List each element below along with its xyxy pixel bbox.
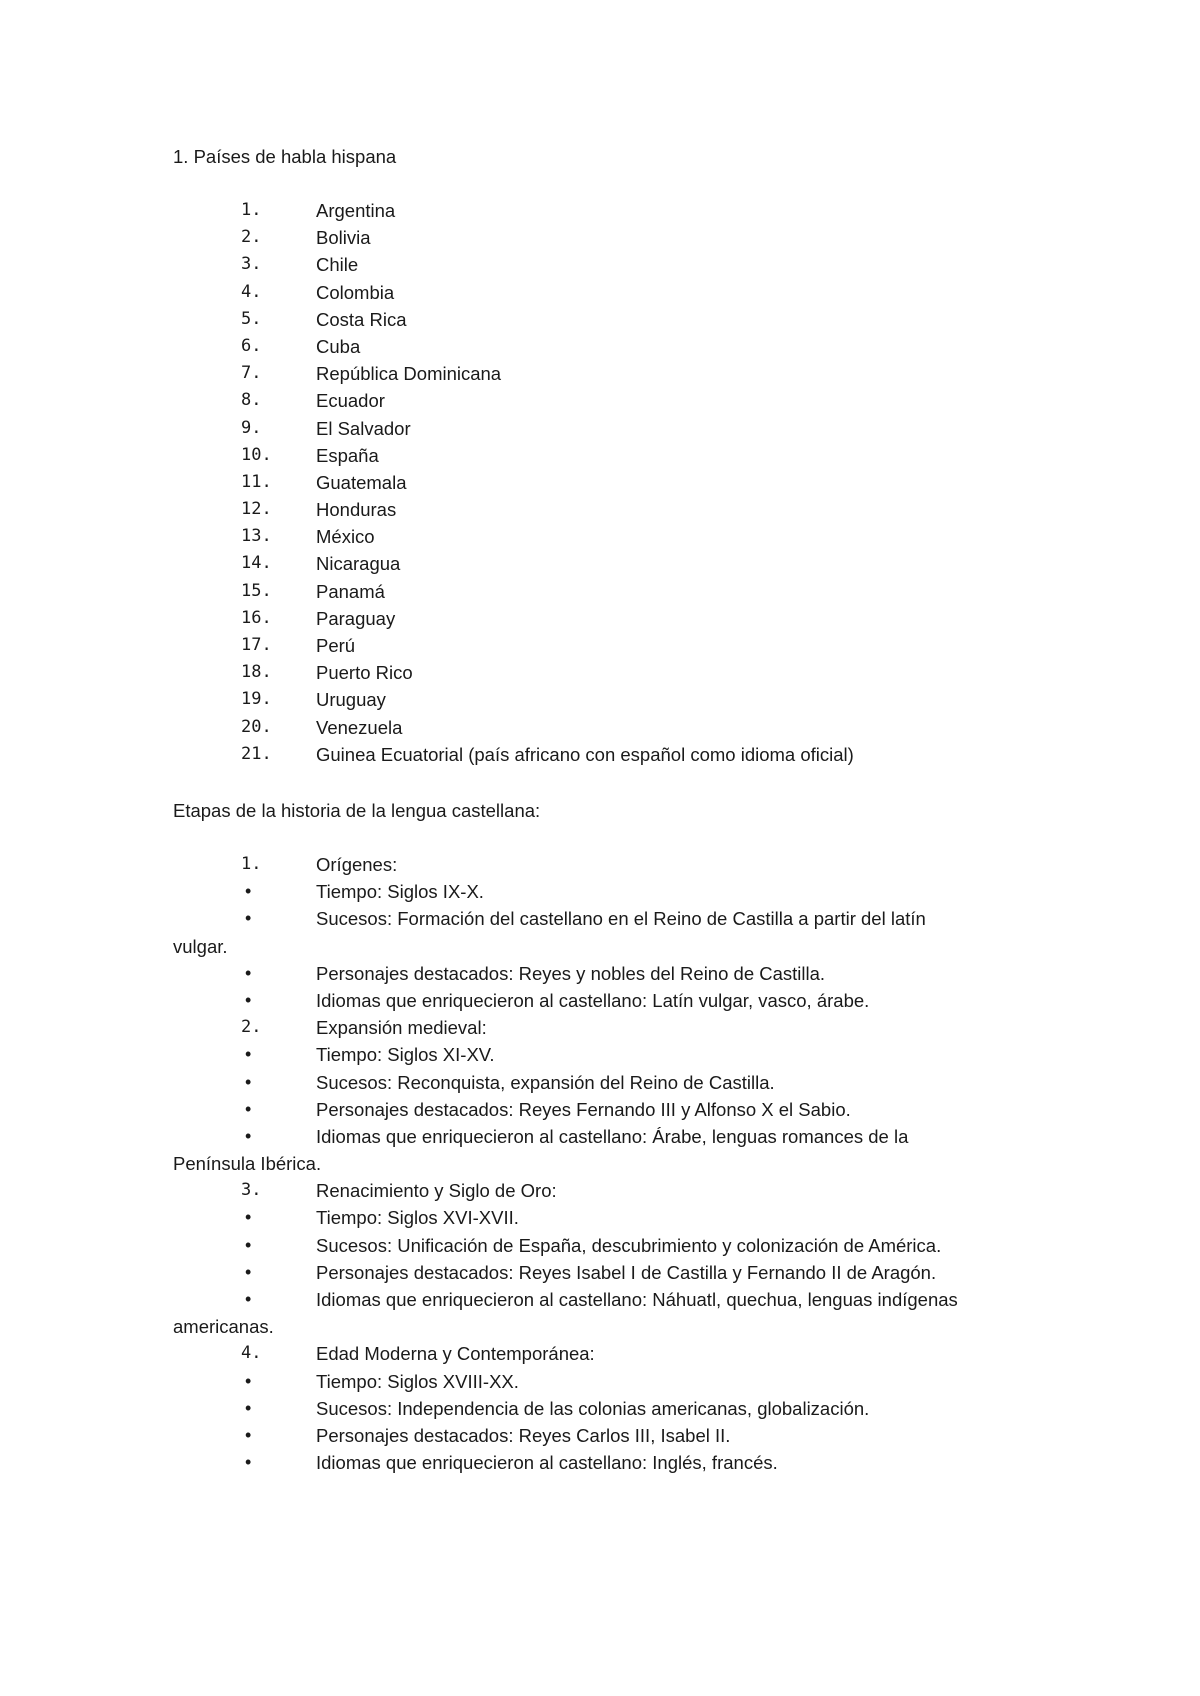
country-list-item [0,224,1200,251]
wrapped-line-continuation [0,933,1200,960]
bullet-list-item [0,1041,1200,1068]
list-number: 4. [241,281,262,302]
list-number: 21. [241,743,272,764]
country-name: Nicaragua [316,553,401,575]
country-name: Puerto Rico [316,662,413,684]
country-list-item [0,442,1200,469]
list-number: 7. [241,363,262,384]
bullet-icon: • [245,1234,252,1255]
bullet-icon: • [245,1207,252,1228]
bullet-icon: • [245,1261,252,1282]
country-name: Honduras [316,499,397,521]
country-name: México [316,526,375,548]
country-list-item [0,333,1200,360]
stage-heading-item [0,1177,1200,1204]
list-number: 20. [241,716,272,737]
list-item-text: Península Ibérica. [173,1153,322,1175]
stage-heading-item [0,1340,1200,1367]
country-list-item [0,578,1200,605]
bullet-icon: • [245,881,252,902]
list-item-text: vulgar. [173,935,228,957]
list-item-text: Idiomas que enriquecieron al castellano: Latín vulgar, vasco, árabe. [316,989,870,1011]
bullet-list-item [0,1422,1200,1449]
list-number: 19. [241,689,272,710]
bullet-list-item [0,987,1200,1014]
country-list-item [0,686,1200,713]
bullet-icon: • [245,1424,252,1445]
list-item-text: Expansión medieval: [316,1017,487,1039]
wrapped-line-continuation [0,1313,1200,1340]
list-item-text: Renacimiento y Siglo de Oro: [316,1180,557,1202]
list-item-text: Idiomas que enriquecieron al castellano: Inglés, francés. [316,1452,778,1474]
country-list-item [0,306,1200,333]
list-number: 17. [241,635,272,655]
country-name: Colombia [316,281,395,303]
bullet-icon: • [245,1370,252,1391]
country-name: Ecuador [316,390,385,412]
country-name: España [316,444,379,466]
bullet-list-item [0,1069,1200,1096]
bullet-list-item [0,1259,1200,1286]
list-number: 15. [241,580,272,601]
country-list-item [0,741,1200,768]
list-item-text: Idiomas que enriquecieron al castellano: Náhuatl, quechua, lenguas indígenas [316,1289,958,1310]
country-name: Paraguay [316,607,396,629]
bullet-list-item [0,1096,1200,1123]
list-number: 14. [241,553,272,574]
countries-list [0,197,1200,768]
list-number: 5. [241,308,262,329]
list-number: 1. [241,200,262,220]
bullet-list-item [0,1368,1200,1395]
country-list-item [0,387,1200,414]
list-number: 4. [241,1343,262,1364]
country-name: El Salvador [316,417,411,439]
country-name: Argentina [316,200,396,221]
list-item-text: americanas. [173,1316,274,1338]
bullet-list-item [0,1204,1200,1231]
list-item-text: Tiempo: Siglos XVI-XVII. [316,1207,519,1229]
country-list-item [0,197,1200,224]
list-number: 3. [241,254,262,275]
bullet-list-item [0,1232,1200,1259]
list-item-text: Sucesos: Unificación de España, descubrimiento y colonización de América. [316,1234,942,1256]
country-list-item [0,469,1200,496]
list-item-text: Idiomas que enriquecieron al castellano: Árabe, lenguas romances de la [316,1125,909,1147]
list-number: 3. [241,1180,262,1201]
list-item-text: Tiempo: Siglos XI-XV. [316,1044,495,1066]
bullet-icon: • [245,1452,252,1473]
bullet-icon: • [245,989,252,1010]
section-heading-countries: 1. Países de habla hispana [173,146,397,167]
list-item-text: Personajes destacados: Reyes Carlos III, Isabel II. [316,1424,731,1446]
list-number: 12. [241,499,272,520]
bullet-icon: • [245,1071,252,1092]
bullet-icon: • [245,908,252,929]
country-list-item [0,659,1200,686]
country-list-item [0,360,1200,387]
stage-heading-item [0,851,1200,878]
bullet-icon: • [245,962,252,983]
country-list-item [0,251,1200,278]
list-item-text: Personajes destacados: Reyes Isabel I de Castilla y Fernando II de Aragón. [316,1261,937,1283]
list-item-text: Tiempo: Siglos IX-X. [316,881,484,903]
list-item-text: Sucesos: Formación del castellano en el Reino de Castilla a partir del latín [316,908,926,930]
bullet-list-item [0,1449,1200,1476]
list-number: 18. [241,662,272,683]
bullet-icon: • [245,1289,252,1309]
bullet-list-item [0,878,1200,905]
bullet-icon: • [245,1044,252,1065]
list-number: 2. [241,227,262,248]
list-item-text: Personajes destacados: Reyes y nobles del Reino de Castilla. [316,962,826,984]
country-name: Guinea Ecuatorial (país africano con español como idioma oficial) [316,743,854,765]
country-list-item [0,550,1200,577]
country-name: Uruguay [316,689,386,711]
list-item-text: Sucesos: Independencia de las colonias americanas, globalización. [316,1397,870,1419]
list-item-text: Tiempo: Siglos XVIII-XX. [316,1370,519,1392]
bullet-icon: • [245,1125,252,1146]
country-list-item [0,605,1200,632]
list-number: 11. [241,471,272,492]
country-name: República Dominicana [316,363,502,385]
list-item-text: Sucesos: Reconquista, expansión del Reino de Castilla. [316,1071,775,1093]
country-list-item [0,523,1200,550]
list-number: 9. [241,417,262,438]
country-list-item [0,714,1200,741]
list-number: 16. [241,607,272,628]
list-number: 6. [241,335,262,356]
list-number: 8. [241,390,262,411]
country-name: Guatemala [316,471,407,493]
list-item-text: Personajes destacados: Reyes Fernando III y Alfonso X el Sabio. [316,1098,851,1120]
country-name: Panamá [316,580,385,602]
bullet-icon: • [245,1397,252,1418]
country-name: Bolivia [316,227,371,249]
country-name: Costa Rica [316,308,407,330]
bullet-list-item [0,1286,1200,1313]
bullet-list-item [0,1395,1200,1422]
country-name: Chile [316,254,359,276]
country-name: Cuba [316,335,361,357]
list-item-text: Edad Moderna y Contemporánea: [316,1343,595,1365]
bullet-icon: • [245,1098,252,1119]
list-number: 2. [241,1017,262,1038]
stage-heading-item [0,1014,1200,1041]
country-list-item [0,632,1200,659]
bullet-list-item [0,960,1200,987]
list-item-text: Orígenes: [316,854,398,875]
country-list-item [0,279,1200,306]
list-number: 1. [241,854,262,874]
country-list-item [0,415,1200,442]
bullet-list-item [0,1123,1200,1150]
list-number: 10. [241,444,272,465]
history-stages-list [0,851,1200,1476]
bullet-list-item [0,905,1200,932]
country-name: Venezuela [316,716,403,738]
country-name: Perú [316,635,356,656]
wrapped-line-continuation [0,1150,1200,1177]
country-list-item [0,496,1200,523]
section-heading-history: Etapas de la historia de la lengua castellana: [173,800,541,821]
list-number: 13. [241,526,272,547]
